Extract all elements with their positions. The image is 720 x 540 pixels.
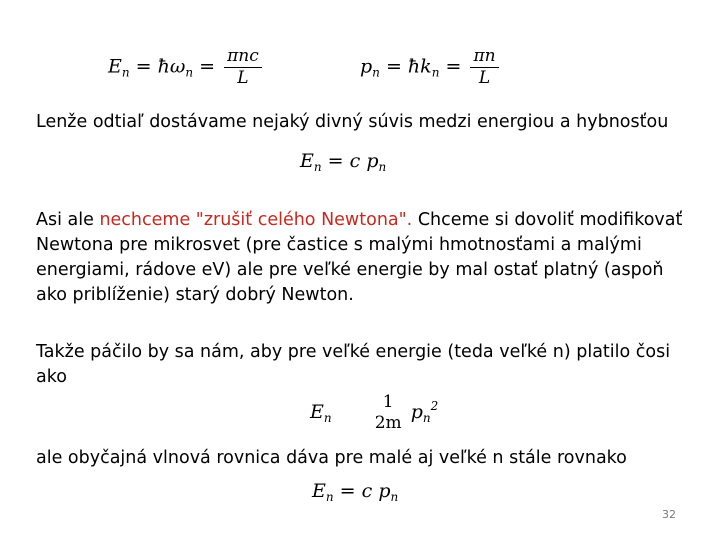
slide-number: 32 — [662, 508, 676, 521]
paragraph-newton-modification: Asi ale nechceme "zrušiť celého Newtona". Chceme si dovoliť modifikovať Newtona pre mikrosvet (pre častice s malými hmotnosťami a malými energiami, rádove eV) ale pre veľké energie by mal ostať platný (aspoň ako priblíženie) starý dobrý Newton. — [36, 210, 683, 305]
linear-relation-equation-2: $E_n = c$ $p_n$ — [312, 480, 399, 504]
paragraph-energy-momentum-relation: Lenže odtiaľ dostávame nejaký divný súvis medzi energiou a hybnosťou — [36, 112, 669, 132]
paragraph-wave-equation: ale obyčajná vlnová rovnica dáva pre malé aj veľké n stále rovnako — [36, 448, 627, 468]
paragraph-large-energy-wish: Takže páčilo by sa nám, aby pre veľké energie (teda veľké n) platilo čosi ako — [36, 342, 671, 387]
newton-relation-equation: $E_n$ 1 2m $p_n^2$ — [310, 392, 439, 433]
linear-relation-equation-1: $E_n = c$ $p_n$ — [300, 150, 387, 174]
momentum-dispersion-equation: $p_n$ = $ħk_n$ = $\frac{\pi n}{L}$ — [360, 48, 502, 87]
energy-dispersion-equation: $E_n$ = $ħ\omega_n$ = $\frac{\text{πnc}}{L}$ — [108, 48, 265, 87]
highlight-text: nechceme "zrušiť celého Newtona". — [99, 210, 413, 230]
